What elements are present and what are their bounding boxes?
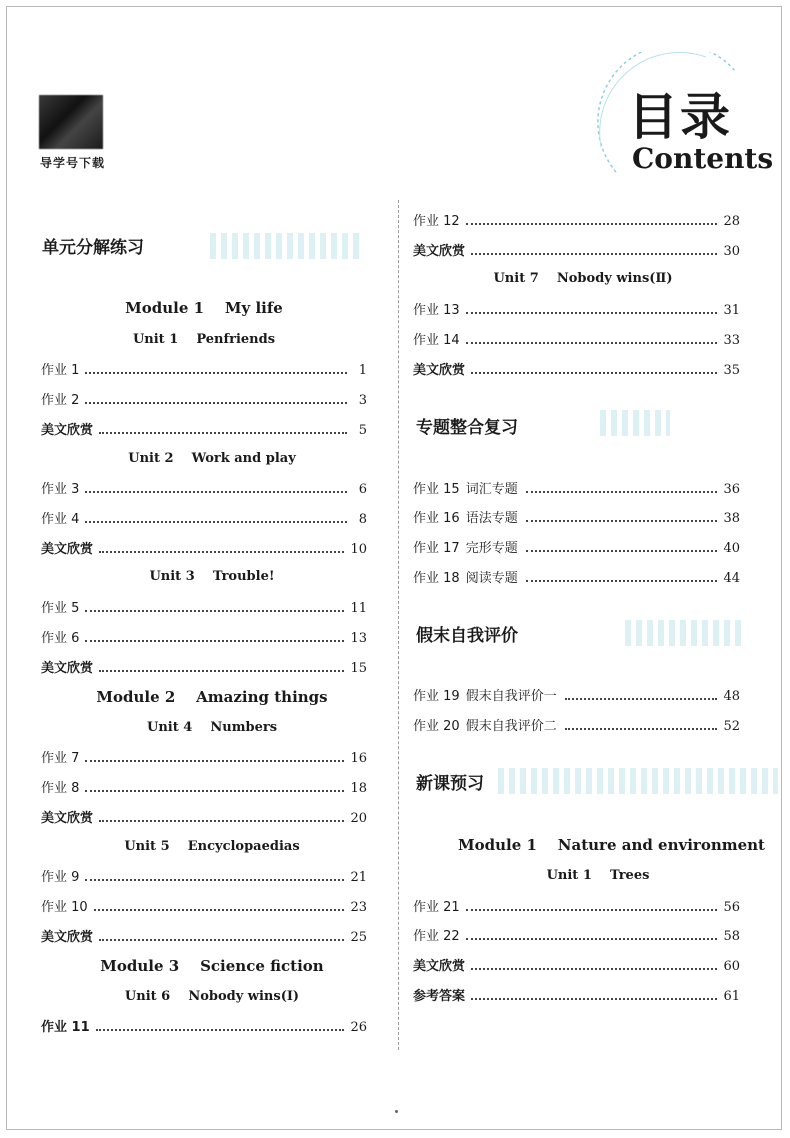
entry-label: 美文欣赏	[41, 661, 94, 676]
toc-entry[interactable]	[41, 1018, 367, 1034]
entry-label: 作业 7	[41, 751, 80, 766]
dot-leader	[85, 521, 347, 523]
dot-leader	[526, 491, 718, 493]
entry-topic: 完形专题	[465, 541, 518, 556]
dot-leader	[471, 968, 717, 970]
entry-label: 美文欣赏	[413, 244, 466, 259]
section-decoration	[600, 410, 670, 436]
unit-heading: Unit 7 Nobody wins(Ⅱ)	[493, 271, 673, 286]
page-number: 30	[723, 244, 740, 259]
module-heading: Module 3 Science fiction	[100, 957, 324, 975]
toc-entry[interactable]	[41, 809, 367, 825]
unit-heading: Unit 1 Trees	[546, 868, 650, 883]
toc-entry[interactable]	[413, 301, 740, 317]
toc-entry[interactable]	[413, 687, 740, 703]
entry-label: 作业 22	[413, 929, 460, 944]
entry-topic: 假末自我评价二	[465, 719, 557, 734]
dot-leader	[94, 909, 345, 911]
page-number: 61	[723, 989, 740, 1004]
dot-leader	[99, 551, 344, 553]
entry-label: 参考答案	[413, 989, 466, 1004]
dot-leader	[85, 372, 347, 374]
entry-topic: 语法专题	[465, 511, 518, 526]
page-number: 8	[358, 512, 367, 527]
toc-entry[interactable]	[413, 569, 740, 585]
qr-code-label: 导学号下载	[40, 156, 106, 170]
dot-leader	[471, 253, 717, 255]
entry-label: 作业 18	[413, 571, 460, 586]
toc-entry[interactable]	[413, 242, 740, 258]
toc-entry[interactable]	[41, 510, 367, 526]
entry-label: 作业 15	[413, 482, 460, 497]
page-number: 23	[350, 900, 367, 915]
entry-label: 作业 19	[413, 689, 460, 704]
page-number: 3	[358, 393, 367, 408]
toc-entry[interactable]	[413, 480, 740, 496]
entry-label: 作业 13	[413, 303, 460, 318]
entry-label: 作业 2	[41, 393, 80, 408]
entry-label: 美文欣赏	[41, 542, 94, 557]
toc-entry[interactable]	[41, 540, 367, 556]
footer-mark	[395, 1110, 398, 1113]
section-decoration	[625, 620, 745, 646]
dot-leader	[466, 342, 718, 344]
entry-label: 作业 14	[413, 333, 460, 348]
module-heading: Module 2 Amazing things	[96, 688, 328, 706]
toc-entry[interactable]	[41, 898, 367, 914]
dot-leader	[99, 670, 344, 672]
entry-topic: 假末自我评价一	[465, 689, 557, 704]
dot-leader	[526, 550, 718, 552]
module-heading: Module 1 Nature and environment	[458, 836, 765, 854]
dot-leader	[471, 372, 717, 374]
page-number: 35	[723, 363, 740, 378]
page-number: 52	[723, 719, 740, 734]
dot-leader	[471, 998, 717, 1000]
toc-entry[interactable]	[413, 927, 740, 943]
page-number: 21	[350, 870, 367, 885]
entry-label: 作业 3	[41, 482, 80, 497]
page-number: 33	[723, 333, 740, 348]
page-number: 16	[350, 751, 367, 766]
page-number: 20	[350, 811, 367, 826]
toc-entry[interactable]	[413, 957, 740, 973]
toc-entry[interactable]	[413, 717, 740, 733]
dot-leader	[526, 580, 718, 582]
dot-leader	[565, 728, 718, 730]
page-number: 13	[350, 631, 367, 646]
toc-entry[interactable]	[41, 361, 367, 377]
page-title-english: Contents	[632, 142, 774, 175]
entry-label: 美文欣赏	[41, 423, 94, 438]
toc-entry[interactable]	[413, 898, 740, 914]
toc-entry[interactable]	[41, 868, 367, 884]
dot-leader	[565, 698, 718, 700]
toc-entry[interactable]	[413, 361, 740, 377]
unit-heading: Unit 6 Nobody wins(Ⅰ)	[124, 989, 300, 1004]
toc-entry[interactable]	[41, 928, 367, 944]
entry-topic: 词汇专题	[465, 482, 518, 497]
entry-label: 作业 11	[41, 1020, 90, 1035]
page-number: 48	[723, 689, 740, 704]
toc-entry[interactable]	[413, 212, 740, 228]
section-heading-unit-practice: 单元分解练习	[42, 238, 144, 258]
dot-leader	[466, 938, 718, 940]
dot-leader	[85, 790, 344, 792]
toc-entry[interactable]	[41, 599, 367, 615]
entry-label: 作业 9	[41, 870, 80, 885]
column-divider	[398, 200, 399, 1050]
unit-heading: Unit 1 Penfriends	[132, 332, 276, 347]
entry-label: 作业 4	[41, 512, 80, 527]
page-number: 44	[723, 571, 740, 586]
page-number: 28	[723, 214, 740, 229]
entry-label: 作业 12	[413, 214, 460, 229]
page-number: 10	[350, 542, 367, 557]
toc-entry[interactable]	[41, 480, 367, 496]
toc-entry[interactable]	[41, 749, 367, 765]
unit-heading: Unit 5 Encyclopaedias	[124, 839, 300, 854]
entry-topic: 阅读专题	[465, 571, 518, 586]
qr-code-image[interactable]	[39, 95, 103, 149]
entry-label: 作业 10	[41, 900, 88, 915]
toc-entry[interactable]	[413, 539, 740, 555]
dot-leader	[466, 223, 718, 225]
toc-entry[interactable]	[41, 779, 367, 795]
section-decoration	[210, 233, 360, 259]
page-number: 36	[723, 482, 740, 497]
page-number: 58	[723, 929, 740, 944]
unit-heading: Unit 3 Trouble!	[149, 569, 275, 584]
section-heading-review: 专题整合复习	[416, 418, 518, 438]
page-title: 目录	[628, 88, 732, 146]
page-number: 5	[358, 423, 367, 438]
toc-entry[interactable]	[41, 391, 367, 407]
toc-entry[interactable]	[41, 659, 367, 675]
toc-entry[interactable]	[41, 421, 367, 437]
dot-leader	[85, 402, 347, 404]
page-number: 25	[350, 930, 367, 945]
dot-leader	[85, 760, 344, 762]
entry-label: 美文欣赏	[413, 363, 466, 378]
toc-entry[interactable]	[413, 987, 740, 1003]
dot-leader	[85, 491, 347, 493]
dot-leader	[85, 610, 344, 612]
dot-leader	[99, 939, 344, 941]
entry-label: 作业 17	[413, 541, 460, 556]
dot-leader	[466, 312, 718, 314]
dot-leader	[85, 879, 344, 881]
entry-label: 作业 20	[413, 719, 460, 734]
entry-label: 作业 1	[41, 363, 80, 378]
section-decoration	[498, 768, 778, 794]
section-heading-preview: 新课预习	[416, 774, 484, 794]
page-number: 56	[723, 900, 740, 915]
entry-label: 作业 8	[41, 781, 80, 796]
entry-label: 作业 5	[41, 601, 80, 616]
page-number: 31	[723, 303, 740, 318]
page-number: 60	[723, 959, 740, 974]
unit-heading: Unit 2 Work and play	[128, 451, 296, 466]
dot-leader	[99, 432, 347, 434]
toc-entry[interactable]	[413, 509, 740, 525]
page-number: 11	[350, 601, 367, 616]
page-number: 38	[723, 511, 740, 526]
toc-entry[interactable]	[413, 331, 740, 347]
dot-leader	[99, 820, 344, 822]
page-number: 40	[723, 541, 740, 556]
unit-heading: Unit 4 Numbers	[146, 720, 278, 735]
entry-label: 作业 16	[413, 511, 460, 526]
dot-leader	[96, 1029, 345, 1031]
entry-label: 作业 6	[41, 631, 80, 646]
page-number: 6	[358, 482, 367, 497]
dot-leader	[526, 520, 718, 522]
page-number: 26	[350, 1020, 367, 1035]
section-heading-self-assessment: 假末自我评价	[416, 626, 518, 646]
page-number: 1	[358, 363, 367, 378]
entry-label: 美文欣赏	[41, 930, 94, 945]
entry-label: 美文欣赏	[41, 811, 94, 826]
dot-leader	[85, 640, 344, 642]
module-heading: Module 1 My life	[125, 299, 283, 317]
page-number: 18	[350, 781, 367, 796]
dot-leader	[466, 909, 718, 911]
entry-label: 美文欣赏	[413, 959, 466, 974]
page-number: 15	[350, 661, 367, 676]
toc-entry[interactable]	[41, 629, 367, 645]
entry-label: 作业 21	[413, 900, 460, 915]
